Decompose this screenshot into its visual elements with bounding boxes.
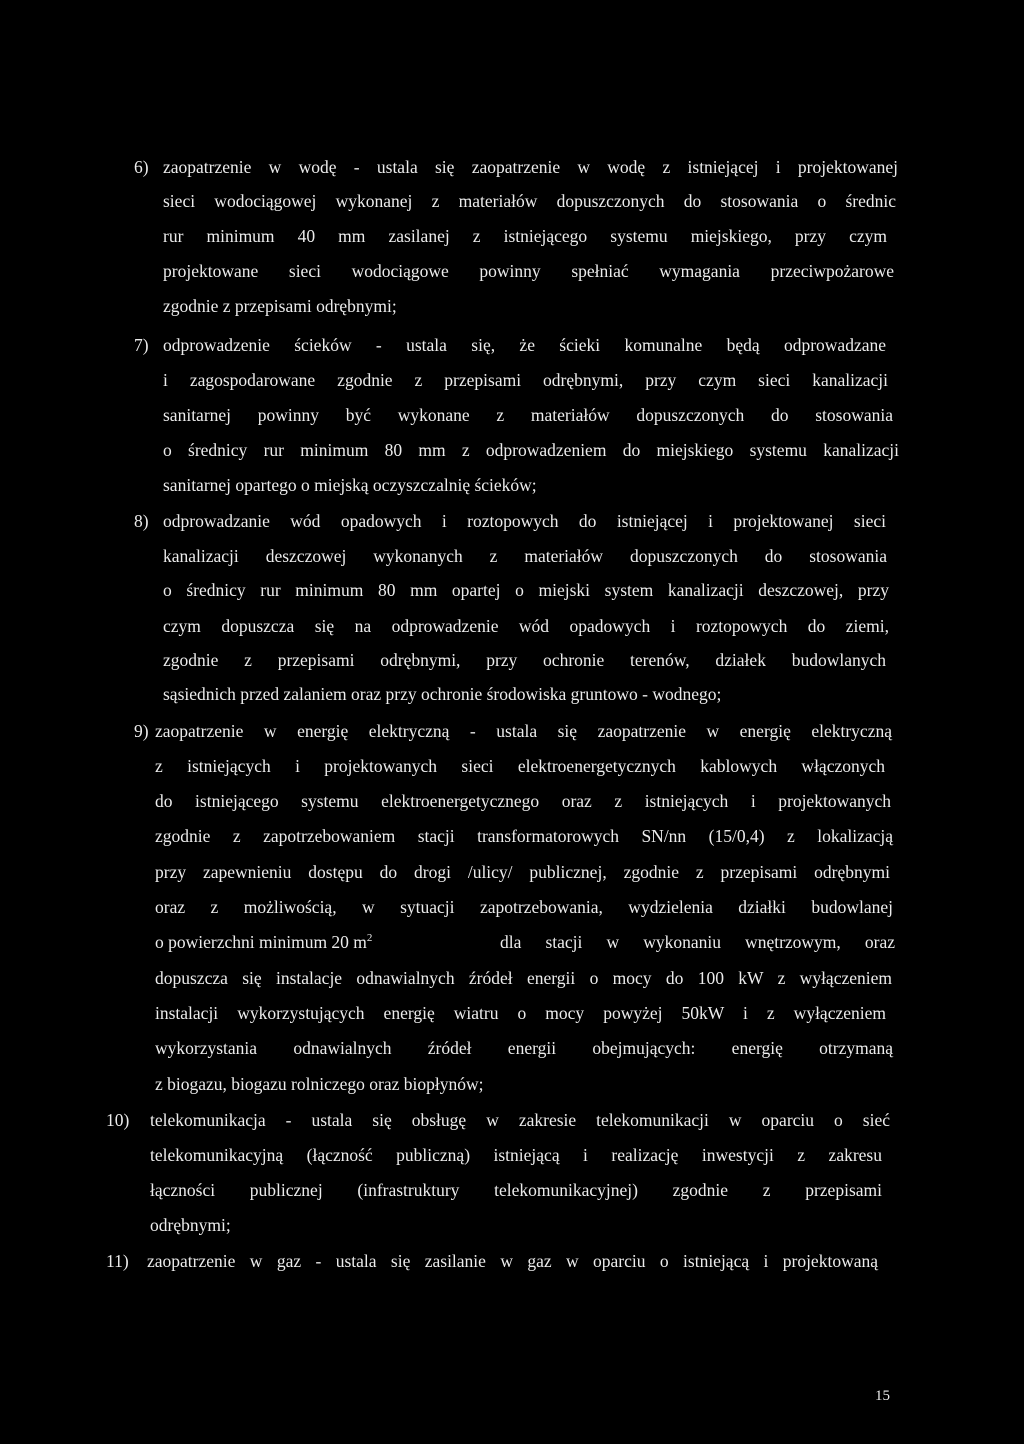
item-text-line: dopuszcza się instalacje odnawialnych źródeł energii o mocy do 100 kW z wyłączeniem	[155, 968, 892, 988]
item-text-line: odprowadzanie wód opadowych i roztopowych do istniejącej i projektowanej sieci	[163, 511, 886, 531]
item-text-line: sanitarnej powinny być wykonane z materiałów dopuszczonych do stosowania	[163, 405, 893, 425]
item-number: 10)	[106, 1110, 130, 1130]
item-number: 11)	[106, 1251, 129, 1271]
item-text-line: odrębnymi;	[150, 1215, 231, 1235]
item-number: 8)	[134, 511, 149, 531]
item-text-line: zaopatrzenie w gaz - ustala się zasilanie w gaz w oparciu o istniejącą i projektowaną	[147, 1251, 878, 1271]
item-text-line: z biogazu, biogazu rolniczego oraz biopłynów;	[155, 1074, 484, 1094]
item-text-line: sieci wodociągowej wykonanej z materiałów dopuszczonych do stosowania o średnic	[163, 191, 896, 211]
item-text-line: łączności publicznej (infrastruktury telekomunikacyjnej) zgodnie z przepisami	[150, 1180, 882, 1200]
item-text-line: zaopatrzenie w wodę - ustala się zaopatrzenie w wodę z istniejącej i projektowanej	[163, 157, 898, 177]
item-number: 9)	[134, 721, 149, 741]
item-text-line: oraz z możliwością, w sytuacji zapotrzebowania, wydzielenia działki budowlanej	[155, 897, 893, 917]
item-number: 6)	[134, 157, 149, 177]
item-text-line: wykorzystania odnawialnych źródeł energii obejmujących: energię otrzymaną	[155, 1038, 893, 1058]
item-text-line: przy zapewnieniu dostępu do drogi /ulicy/ publicznej, zgodnie z przepisami odrębnymi	[155, 862, 890, 882]
item-text-line: do istniejącego systemu elektroenergetycznego oraz z istniejących i projektowanych	[155, 791, 891, 811]
superscript: 2	[366, 932, 373, 944]
item-text-line	[155, 930, 895, 954]
item-text-line: instalacji wykorzystujących energię wiatru o mocy powyżej 50kW i z wyłączeniem	[155, 1003, 886, 1023]
item-text-line: zgodnie z zapotrzebowaniem stacji transformatorowych SN/nn (15/0,4) z lokalizacją	[155, 826, 893, 846]
item-text-line: telekomunikacja - ustala się obsługę w zakresie telekomunikacji w oparciu o sieć	[150, 1110, 890, 1130]
item-text-line: telekomunikacyjną (łączność publiczną) istniejącą i realizację inwestycji z zakresu	[150, 1145, 882, 1165]
item-text-line: zgodnie z przepisami odrębnymi, przy ochronie terenów, działek budowlanych	[163, 650, 886, 670]
item-text-line: czym dopuszcza się na odprowadzenie wód opadowych i roztopowych do ziemi,	[163, 616, 889, 636]
item-text-line: sąsiednich przed zalaniem oraz przy ochronie środowiska gruntowo - wodnego;	[163, 684, 722, 704]
item-text-line: o średnicy rur minimum 80 mm z odprowadzeniem do miejskiego systemu kanalizacji	[163, 440, 899, 460]
item-text-line: z istniejących i projektowanych sieci elektroenergetycznych kablowych włączonych	[155, 756, 885, 776]
item-number: 7)	[134, 335, 149, 355]
item-text-line: zgodnie z przepisami odrębnymi;	[163, 296, 397, 316]
item-text-line: sanitarnej opartego o miejską oczyszczalnię ścieków;	[163, 475, 537, 495]
item-text-line: zaopatrzenie w energię elektryczną - ustala się zaopatrzenie w energię elektryczną	[155, 721, 892, 741]
page-number: 15	[875, 1388, 890, 1404]
line-part: dla stacji w wykonaniu wnętrzowym, oraz	[500, 932, 895, 952]
item-text-line: i zagospodarowane zgodnie z przepisami odrębnymi, przy czym sieci kanalizacji	[163, 370, 888, 390]
item-text-line: rur minimum 40 mm zasilanej z istniejącego systemu miejskiego, przy czym	[163, 226, 887, 246]
item-text-line: projektowane sieci wodociągowe powinny spełniać wymagania przeciwpożarowe	[163, 261, 894, 281]
item-text-line: odprowadzenie ścieków - ustala się, że ścieki komunalne będą odprowadzane	[163, 335, 886, 355]
item-text-line: kanalizacji deszczowej wykonanych z materiałów dopuszczonych do stosowania	[163, 546, 887, 566]
item-text-line: o średnicy rur minimum 80 mm opartej o miejski system kanalizacji deszczowej, przy	[163, 580, 889, 600]
line-part: o powierzchni minimum 20 $m^2$	[155, 932, 373, 952]
